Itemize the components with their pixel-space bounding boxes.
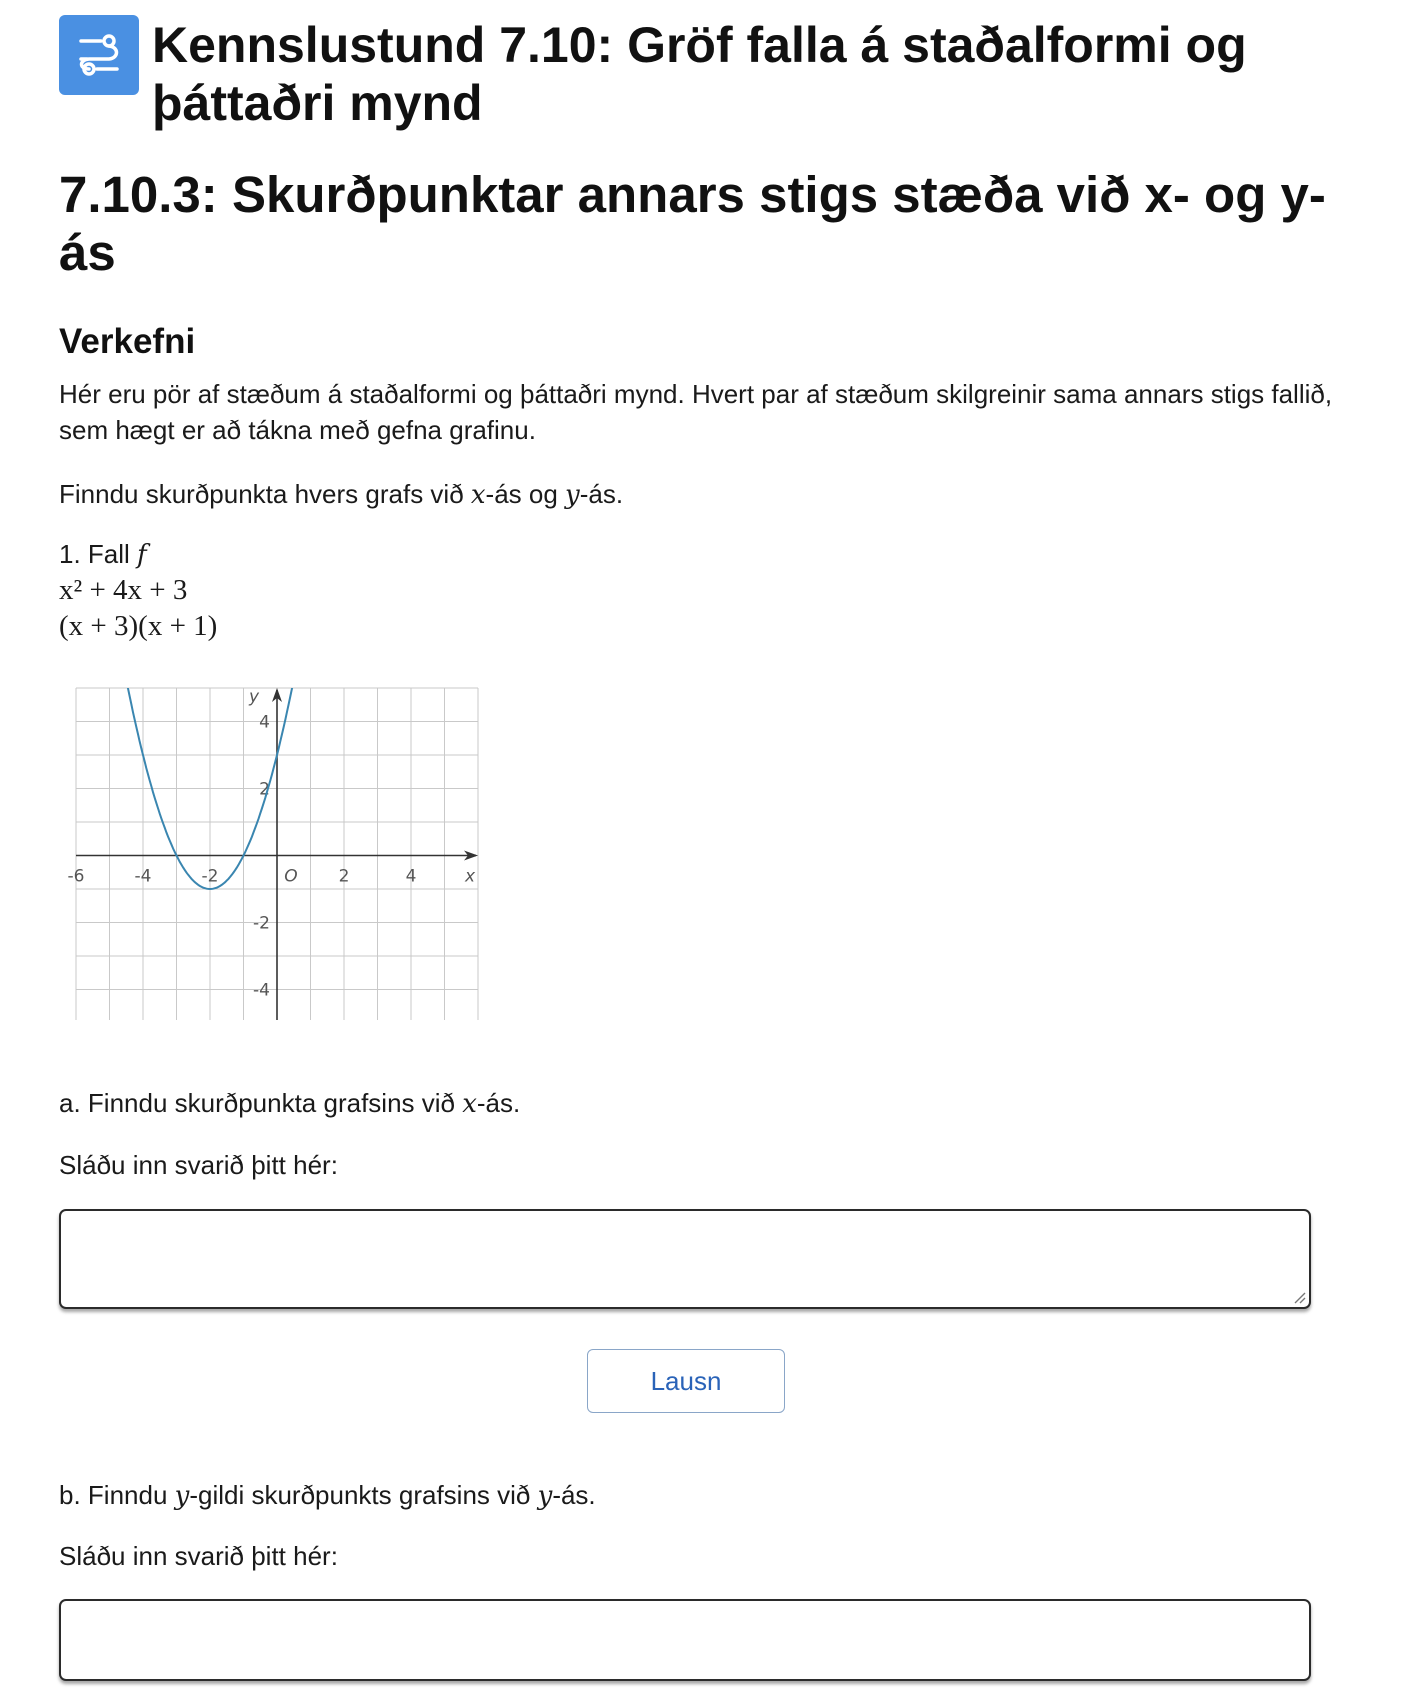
task-intro: Hér eru pör af stæðum á staðalformi og þáttaðri mynd. Hvert par af stæðum skilgreinir sama annars stigs fallið, sem hægt er að tákna með gefna grafinu.	[59, 379, 1333, 445]
y-tick-label: 4	[259, 712, 270, 733]
part-a-question: a. Finndu skurðpunkta grafsins við x-ás.	[59, 1088, 521, 1119]
resize-grip-icon[interactable]	[1292, 1290, 1306, 1304]
part-b-answer-box	[59, 1599, 1311, 1681]
problem-label: 1. Fall f	[59, 539, 147, 570]
origin-label: O	[284, 866, 298, 887]
standard-form: x² + 4x + 3	[59, 574, 188, 606]
part-a-answer-input[interactable]	[61, 1211, 1309, 1307]
part-a-answer-box	[59, 1209, 1311, 1309]
x-tick-label: -2	[201, 866, 219, 887]
part-a-prompt: Sláðu inn svarið þitt hér:	[59, 1150, 338, 1180]
x-tick-label: -4	[134, 866, 152, 887]
part-b-question: b. Finndu y-gildi skurðpunkts grafsins við y-ás.	[59, 1480, 596, 1511]
factored-form: (x + 3)(x + 1)	[59, 610, 218, 642]
x-axis-label: x	[464, 866, 476, 887]
x-tick-label: 4	[405, 866, 417, 887]
function-graph	[62, 680, 482, 1020]
part-b-answer-input[interactable]	[61, 1601, 1309, 1679]
y-tick-label: -4	[253, 980, 270, 1001]
y-axis-label: y	[248, 687, 260, 707]
y-tick-label: 2	[259, 779, 270, 800]
y-tick-label: -2	[253, 913, 270, 934]
x-tick-label: -6	[67, 866, 85, 887]
x-tick-label: 2	[338, 866, 350, 887]
task-heading: Verkefni	[59, 322, 196, 361]
solution-button[interactable]: Lausn	[587, 1349, 785, 1413]
task-instruction: Finndu skurðpunkta hvers grafs við x-ás og y-ás.	[59, 479, 624, 510]
section-title: 7.10.3: Skurðpunktar annars stigs stæða við x- og y-ás	[59, 166, 1326, 281]
page-title: Kennslustund 7.10: Gröf falla á staðalformi og þáttaðri mynd	[152, 17, 1247, 131]
part-b-prompt: Sláðu inn svarið þitt hér:	[59, 1541, 338, 1571]
